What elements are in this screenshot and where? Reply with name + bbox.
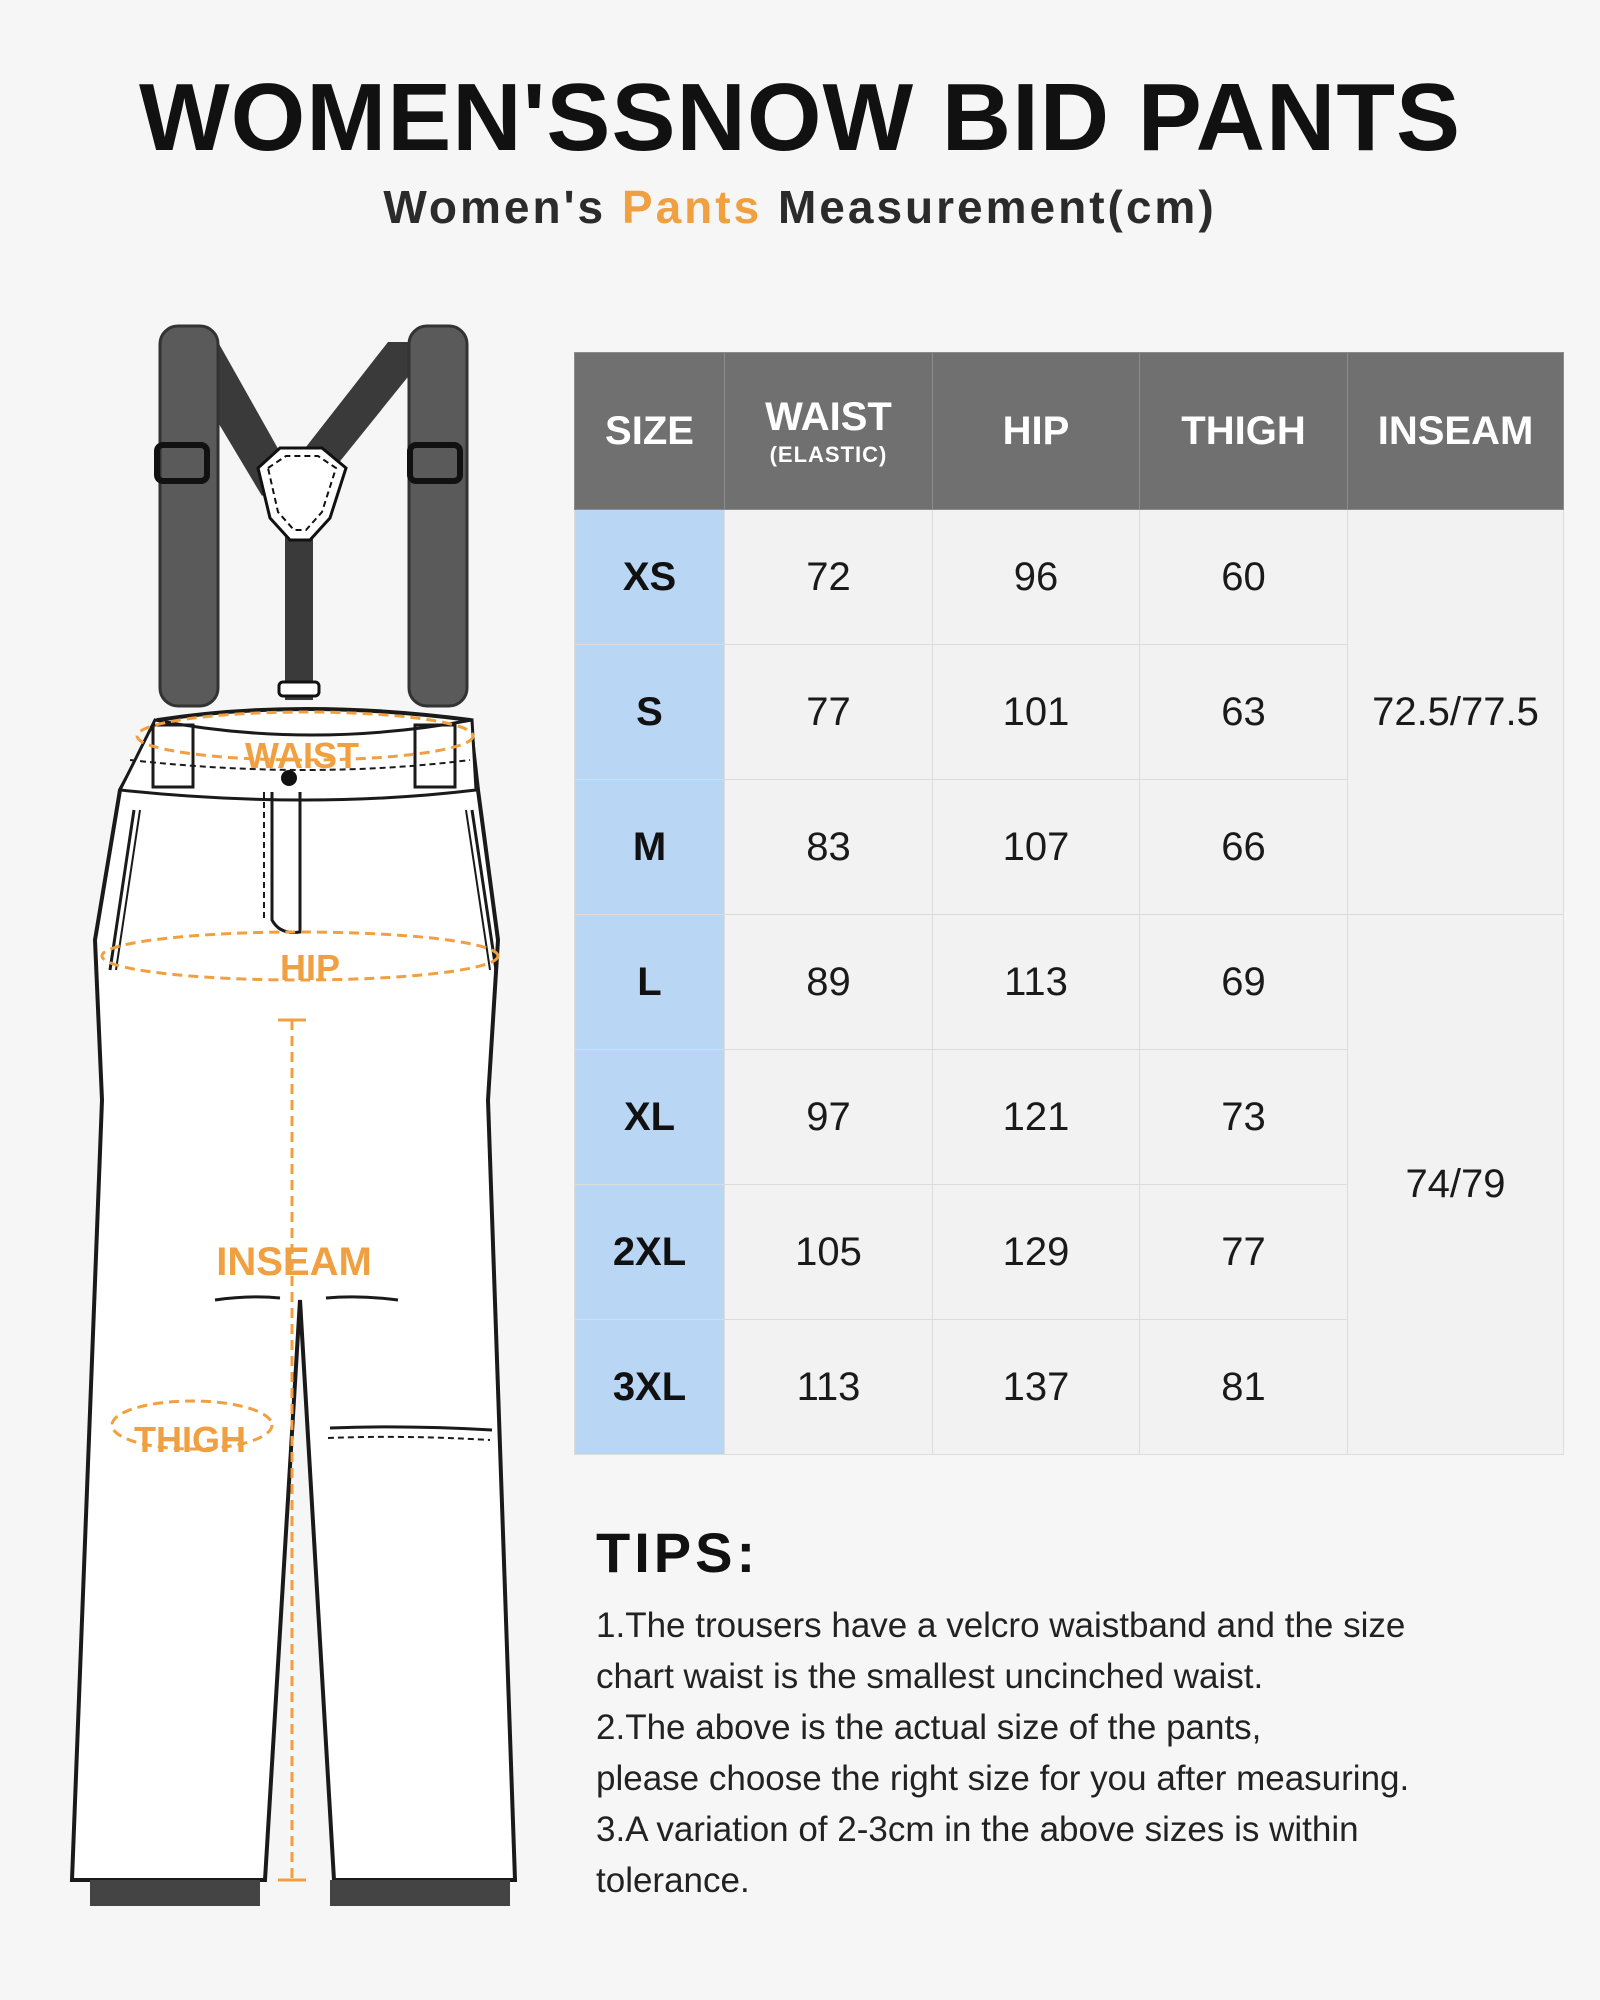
hip-cell: 121 bbox=[933, 1050, 1140, 1185]
header-waist bbox=[725, 353, 933, 510]
subtitle-accent: Pants bbox=[621, 181, 763, 233]
inseam-cell: 72.5/77.5 bbox=[1348, 510, 1564, 915]
suspender-straps bbox=[157, 326, 467, 706]
tips-heading: TIPS: bbox=[596, 1521, 760, 1584]
size-cell: 3XL bbox=[575, 1320, 725, 1455]
waist-cell: 77 bbox=[725, 645, 933, 780]
page-subtitle bbox=[0, 181, 1600, 233]
tips-list bbox=[596, 1600, 1576, 1906]
header-thigh: THIGH bbox=[1140, 353, 1348, 510]
waist-cell: 72 bbox=[725, 510, 933, 645]
waist-cell: 97 bbox=[725, 1050, 933, 1185]
size-cell: S bbox=[575, 645, 725, 780]
hip-label: HIP bbox=[279, 947, 341, 988]
thigh-cell: 73 bbox=[1140, 1050, 1348, 1185]
size-cell: L bbox=[575, 915, 725, 1050]
header-hip: HIP bbox=[933, 353, 1140, 510]
size-cell: XL bbox=[575, 1050, 725, 1185]
inseam-label: INSEAM bbox=[216, 1240, 372, 1284]
table-header-row bbox=[575, 353, 1564, 510]
subtitle-prefix: Women's bbox=[383, 181, 622, 233]
waist-label: WAIST bbox=[245, 735, 359, 776]
size-cell: XS bbox=[575, 510, 725, 645]
thigh-cell: 63 bbox=[1140, 645, 1348, 780]
tip-line: 2.The above is the actual size of the pants, bbox=[596, 1708, 1262, 1747]
tip-line: 3.A variation of 2-3cm in the above sizes is within bbox=[596, 1810, 1359, 1849]
thigh-cell: 81 bbox=[1140, 1320, 1348, 1455]
hip-cell: 107 bbox=[933, 780, 1140, 915]
hip-cell: 101 bbox=[933, 645, 1140, 780]
thigh-cell: 66 bbox=[1140, 780, 1348, 915]
tip-line: 1.The trousers have a velcro waistband and the size bbox=[596, 1606, 1406, 1645]
header-waist-note: (ELASTIC) bbox=[769, 441, 888, 467]
hip-cell: 96 bbox=[933, 510, 1140, 645]
tip-line: tolerance. bbox=[596, 1861, 750, 1900]
waist-cell: 89 bbox=[725, 915, 933, 1050]
thigh-cell: 60 bbox=[1140, 510, 1348, 645]
hip-cell: 113 bbox=[933, 915, 1140, 1050]
size-cell: M bbox=[575, 780, 725, 915]
thigh-label: THIGH bbox=[134, 1419, 246, 1460]
header-waist-label: WAIST bbox=[765, 394, 892, 439]
tip-line: please choose the right size for you after measuring. bbox=[596, 1759, 1410, 1798]
waist-cell: 105 bbox=[725, 1185, 933, 1320]
tip-line: chart waist is the smallest uncinched waist. bbox=[596, 1657, 1264, 1696]
header-inseam: INSEAM bbox=[1348, 353, 1564, 510]
page-title: WOMEN'SSNOW BID PANTS bbox=[138, 64, 1461, 171]
waist-cell: 113 bbox=[725, 1320, 933, 1455]
size-cell: 2XL bbox=[575, 1185, 725, 1320]
size-chart-table bbox=[574, 352, 1564, 1455]
thigh-cell: 69 bbox=[1140, 915, 1348, 1050]
subtitle-suffix: Measurement(cm) bbox=[762, 181, 1217, 233]
thigh-cell: 77 bbox=[1140, 1185, 1348, 1320]
hip-cell: 129 bbox=[933, 1185, 1140, 1320]
table-row bbox=[575, 915, 1564, 1050]
table-row bbox=[575, 510, 1564, 645]
header-size: SIZE bbox=[575, 353, 725, 510]
bib-pants-illustration bbox=[60, 320, 560, 1920]
waist-cell: 83 bbox=[725, 780, 933, 915]
inseam-cell: 74/79 bbox=[1348, 915, 1564, 1455]
hip-cell: 137 bbox=[933, 1320, 1140, 1455]
